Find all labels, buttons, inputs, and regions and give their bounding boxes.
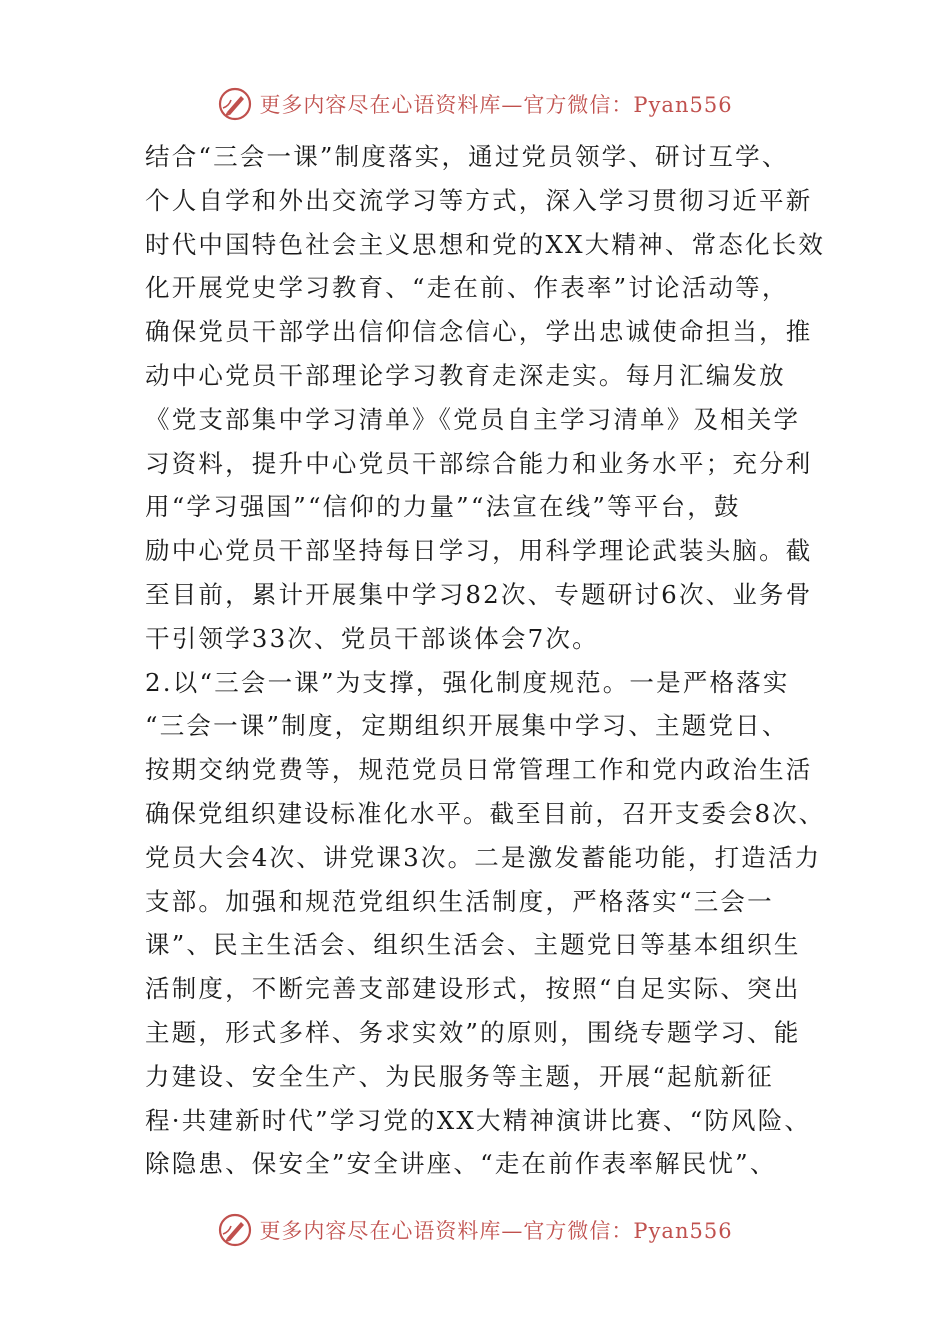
text-line: 用“学习强国”“信仰的力量”“法宣在线”等平台，鼓 <box>145 492 741 522</box>
text-line: 励中心党员干部坚持每日学习，用科学理论武装头脑。截 <box>145 536 813 566</box>
footer-watermark <box>0 1210 950 1250</box>
text-line: 结合“三会一课”制度落实，通过党员领学、研讨互学、 <box>145 142 789 171</box>
text-line: 主题，形式多样、务求实效”的原则，围绕专题学习、能 <box>145 1017 801 1047</box>
text-line: 力建设、安全生产、为民服务等主题，开展“起航新征 <box>145 1061 774 1091</box>
text-line: 化开展党史学习教育、“走在前、作表率”讨论活动等， <box>145 273 789 303</box>
text-line: 除隐患、保安全”安全讲座、“走在前作表率解民忧”、 <box>145 1149 777 1179</box>
text-line: 时代中国特色社会主义思想和党的XX大精神、常态化长效 <box>145 229 826 259</box>
text-line: 至目前，累计开展集中学习82次、专题研讨6次、业务骨 <box>145 579 813 609</box>
text-line: 2.以“三会一课”为支撑，强化制度规范。一是严格落实 <box>145 667 790 697</box>
header-watermark <box>0 84 950 124</box>
text-line: 动中心党员干部理论学习教育走深走实。每月汇编发放 <box>145 360 786 390</box>
text-line: 确保党员干部学出信仰信念信心，学出忠诚使命担当，推 <box>145 317 813 347</box>
watermark-text: 更多内容尽在心语资料库—官方微信：Pyan556 <box>259 93 733 117</box>
text-line: 《党支部集中学习清单》《党员自主学习清单》及相关学 <box>145 404 801 434</box>
pen-logo-icon <box>217 86 253 122</box>
text-line: 支部。加强和规范党组织生活制度，严格落实“三会一 <box>145 886 774 916</box>
text-line: 干引领学33次、党员干部谈体会7次。 <box>145 623 599 653</box>
text-line: 程·共建新时代”学习党的XX大精神演讲比赛、“防风险、 <box>145 1105 812 1135</box>
text-line: 确保党组织建设标准化水平。截至目前，召开支委会8次、 <box>145 798 826 828</box>
text-line: 习资料，提升中心党员干部综合能力和业务水平；充分利 <box>145 448 813 478</box>
text-line: 活制度，不断完善支部建设形式，按照“自足实际、突出 <box>145 974 801 1004</box>
pen-logo-icon <box>217 1212 253 1248</box>
text-line: 个人自学和外出交流学习等方式，深入学习贯彻习近平新 <box>145 185 813 215</box>
text-line: 课”、民主生活会、组织生活会、主题党日等基本组织生 <box>145 930 801 960</box>
document-body <box>145 135 825 1186</box>
text-line: “三会一课”制度，定期组织开展集中学习、主题党日、 <box>145 711 789 741</box>
text-line: 党员大会4次、讲党课3次。二是激发蓄能功能，打造活力 <box>145 842 822 872</box>
text-line: 按期交纳党费等，规范党员日常管理工作和党内政治生活 <box>145 755 813 785</box>
watermark-text: 更多内容尽在心语资料库—官方微信：Pyan556 <box>259 1219 733 1243</box>
